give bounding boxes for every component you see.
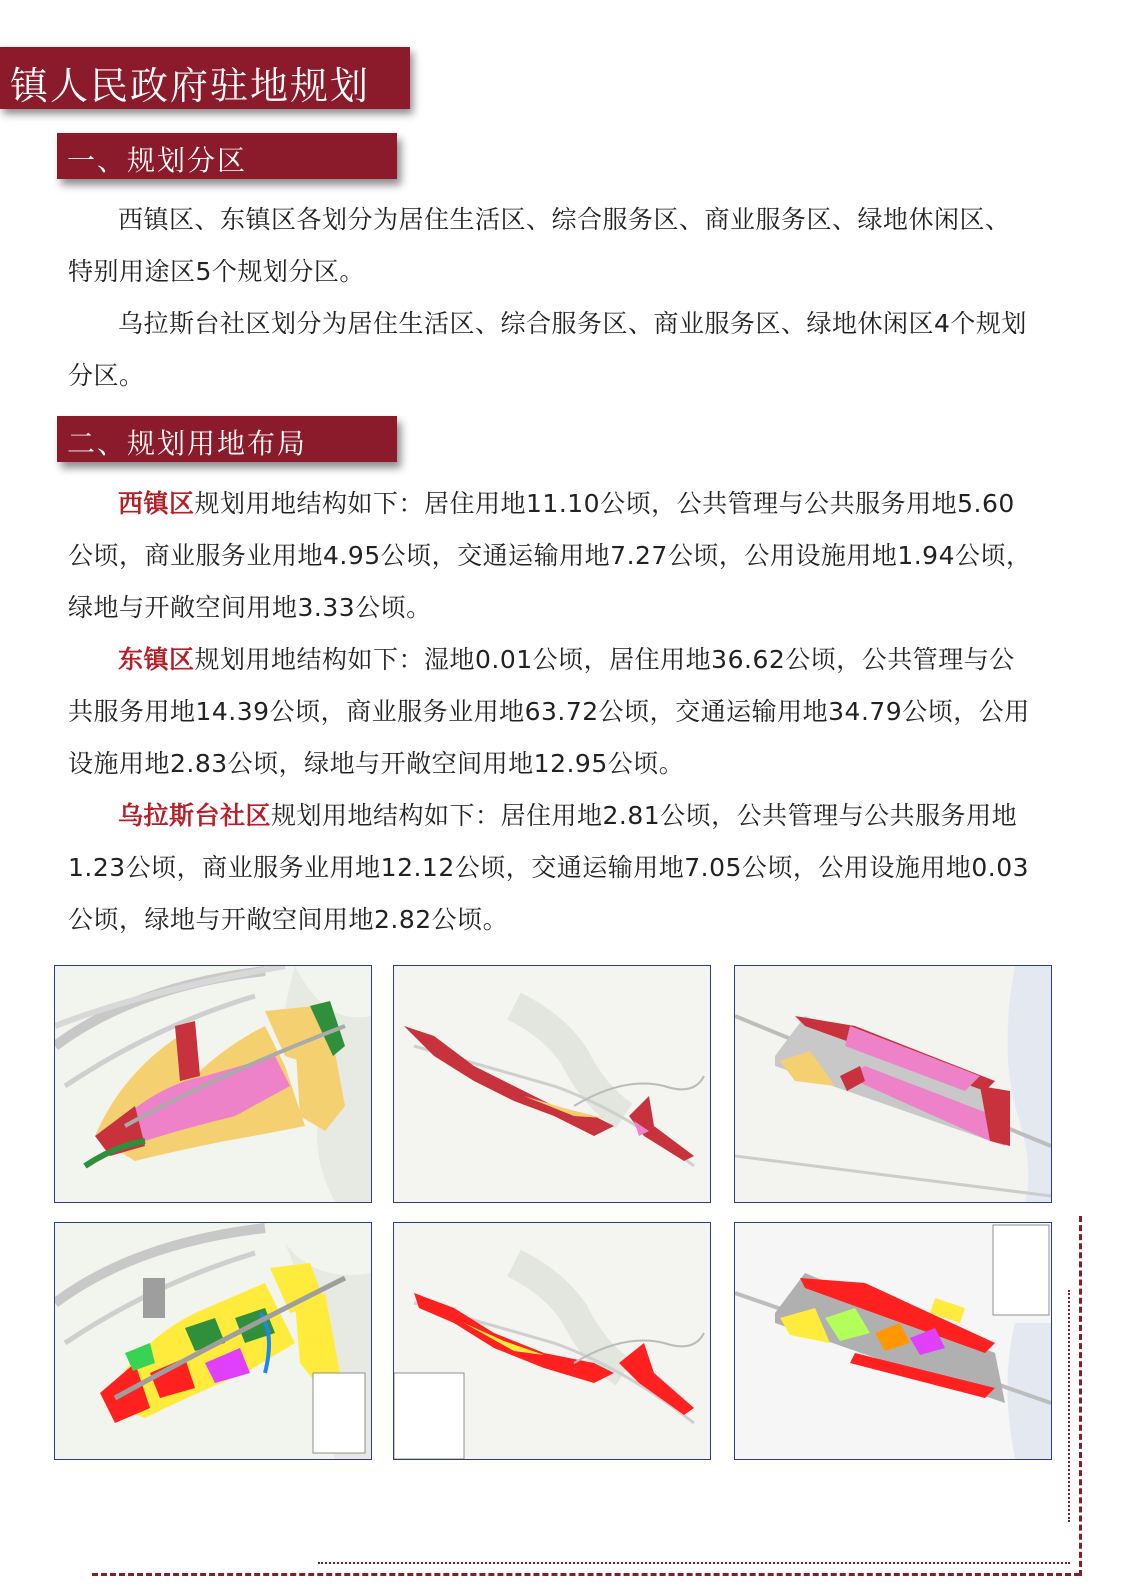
landuse-paragraph-east: [68, 634, 1033, 790]
west-town-label: 西镇区: [118, 489, 195, 518]
community-text: 规划用地结构如下：居住用地2.81公顷，公共管理与公共服务用地1.23公顷，商业服务业用地12.12公顷，交通运输用地7.05公顷，公用设施用地0.03公顷，绿地与开敞空间用地2.82公顷。: [68, 801, 1030, 934]
community-label: 乌拉斯台社区: [118, 801, 272, 830]
east-town-text: 规划用地结构如下：湿地0.01公顷，居住用地36.62公顷，公共管理与公共服务用地14.39公顷，商业服务业用地63.72公顷，交通运输用地34.79公顷，公用设施用地2.83公顷，绿地与开敞空间用地12.95公顷。: [68, 645, 1030, 778]
decorative-dashed-border: [1079, 1216, 1082, 1576]
map-west-landuse: [54, 1222, 372, 1460]
west-town-text: 规划用地结构如下：居住用地11.10公顷，公共管理与公共服务用地5.60公顷，商业服务业用地4.95公顷，交通运输用地7.27公顷，公用设施用地1.94公顷，绿地与开敞空间用地3.33公顷。: [68, 489, 1032, 622]
decorative-dashed-border: [92, 1573, 1080, 1576]
zoning-paragraph-community: 乌拉斯台社区划分为居住生活区、综合服务区、商业服务区、绿地休闲区4个规划分区。: [68, 309, 1027, 390]
map-east-zoning: [393, 965, 711, 1203]
east-town-label: 东镇区: [118, 645, 195, 674]
section-heading-text: 一、规划分区: [67, 144, 248, 177]
landuse-paragraph-west: [68, 478, 1033, 634]
page-title-bar: [0, 47, 410, 109]
map-west-zoning: [54, 965, 372, 1203]
decorative-dotted-border: [1068, 1290, 1070, 1522]
section-heading-zoning: [57, 133, 397, 179]
section-heading-landuse: [57, 416, 397, 462]
map-east-landuse: [393, 1222, 711, 1460]
map-community-zoning: [734, 965, 1052, 1203]
section-heading-text: 二、规划用地布局: [67, 427, 308, 460]
map-community-landuse: [734, 1222, 1052, 1460]
zoning-paragraph-towns: 西镇区、东镇区各划分为居住生活区、综合服务区、商业服务区、绿地休闲区、特别用途区5个规划分区。: [68, 205, 1011, 286]
page-title: 镇人民政府驻地规划: [10, 64, 371, 108]
decorative-dotted-border: [318, 1562, 1070, 1564]
landuse-paragraph-community: [68, 790, 1033, 946]
